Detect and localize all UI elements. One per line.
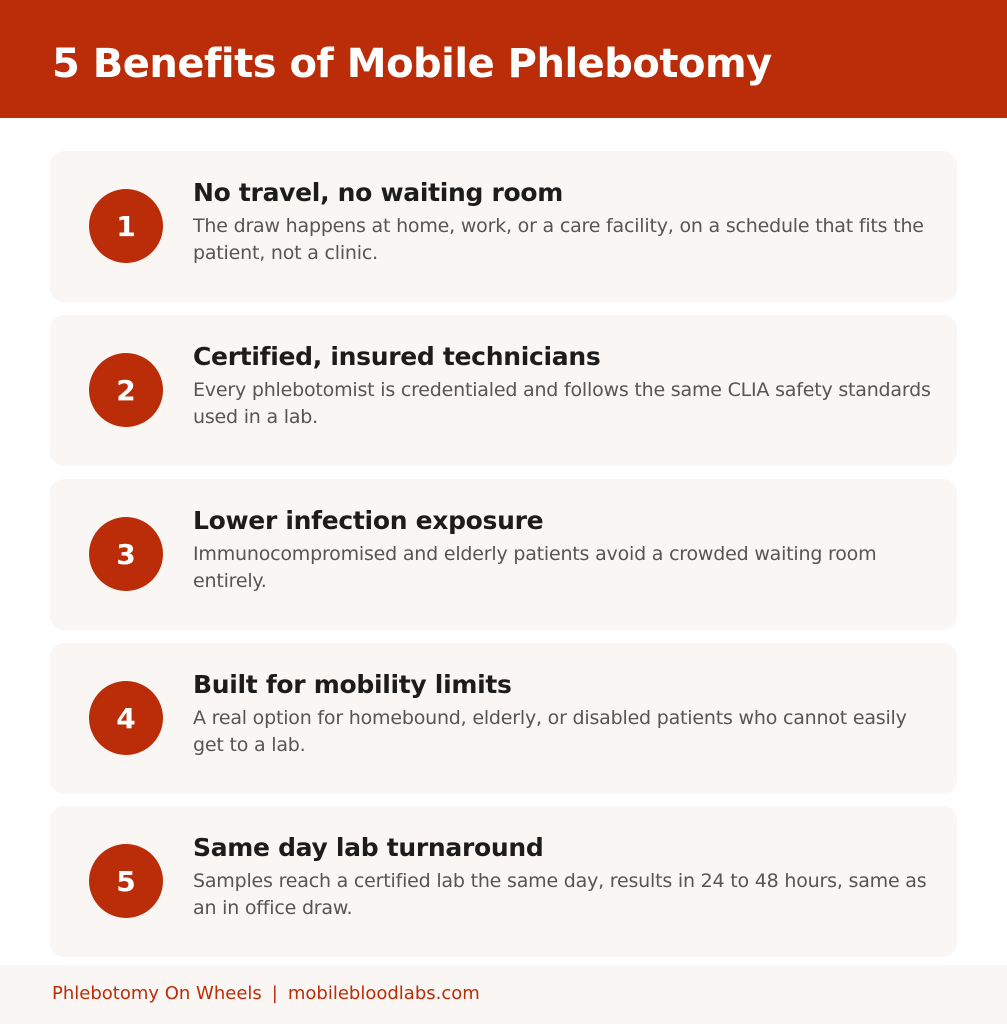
benefit-title: No travel, no waiting room [193,178,564,207]
number-badge: 4 [89,681,163,755]
footer-credits [52,982,480,1006]
number-badge: 3 [89,517,163,591]
benefit-card-5 [50,806,957,957]
page-title: 5 Benefits of Mobile Phlebotomy [52,41,772,87]
benefit-title: Same day lab turnaround [193,833,544,862]
number-badge: 1 [89,189,163,263]
header-banner [0,0,1007,118]
benefit-description: Immunocompromised and elderly patients avoid a crowded waiting room entirely. [193,543,877,592]
benefit-title: Certified, insured technicians [193,342,601,371]
benefit-description: The draw happens at home, work, or a care facility, on a schedule that fits the patient, not a clinic. [193,215,924,264]
number-badge: 2 [89,353,163,427]
benefit-description: Samples reach a certified lab the same day, results in 24 to 48 hours, same as an in office draw. [193,870,927,919]
footer-brand: Phlebotomy On Wheels [52,983,262,1004]
benefit-card-3 [50,479,957,630]
benefit-title: Built for mobility limits [193,670,512,699]
benefit-description: Every phlebotomist is credentialed and follows the same CLIA safety standards used in a lab. [193,379,931,428]
benefit-card-4 [50,643,957,794]
footer-website: mobilebloodlabs.com [287,983,480,1004]
number-badge: 5 [89,844,163,918]
benefit-card-2 [50,315,957,466]
benefit-title: Lower infection exposure [193,506,544,535]
footer [0,965,1007,1024]
benefit-description: A real option for homebound, elderly, or disabled patients who cannot easily get to a lab. [193,707,907,756]
benefit-card-1 [50,151,957,302]
footer-separator: | [271,983,278,1004]
